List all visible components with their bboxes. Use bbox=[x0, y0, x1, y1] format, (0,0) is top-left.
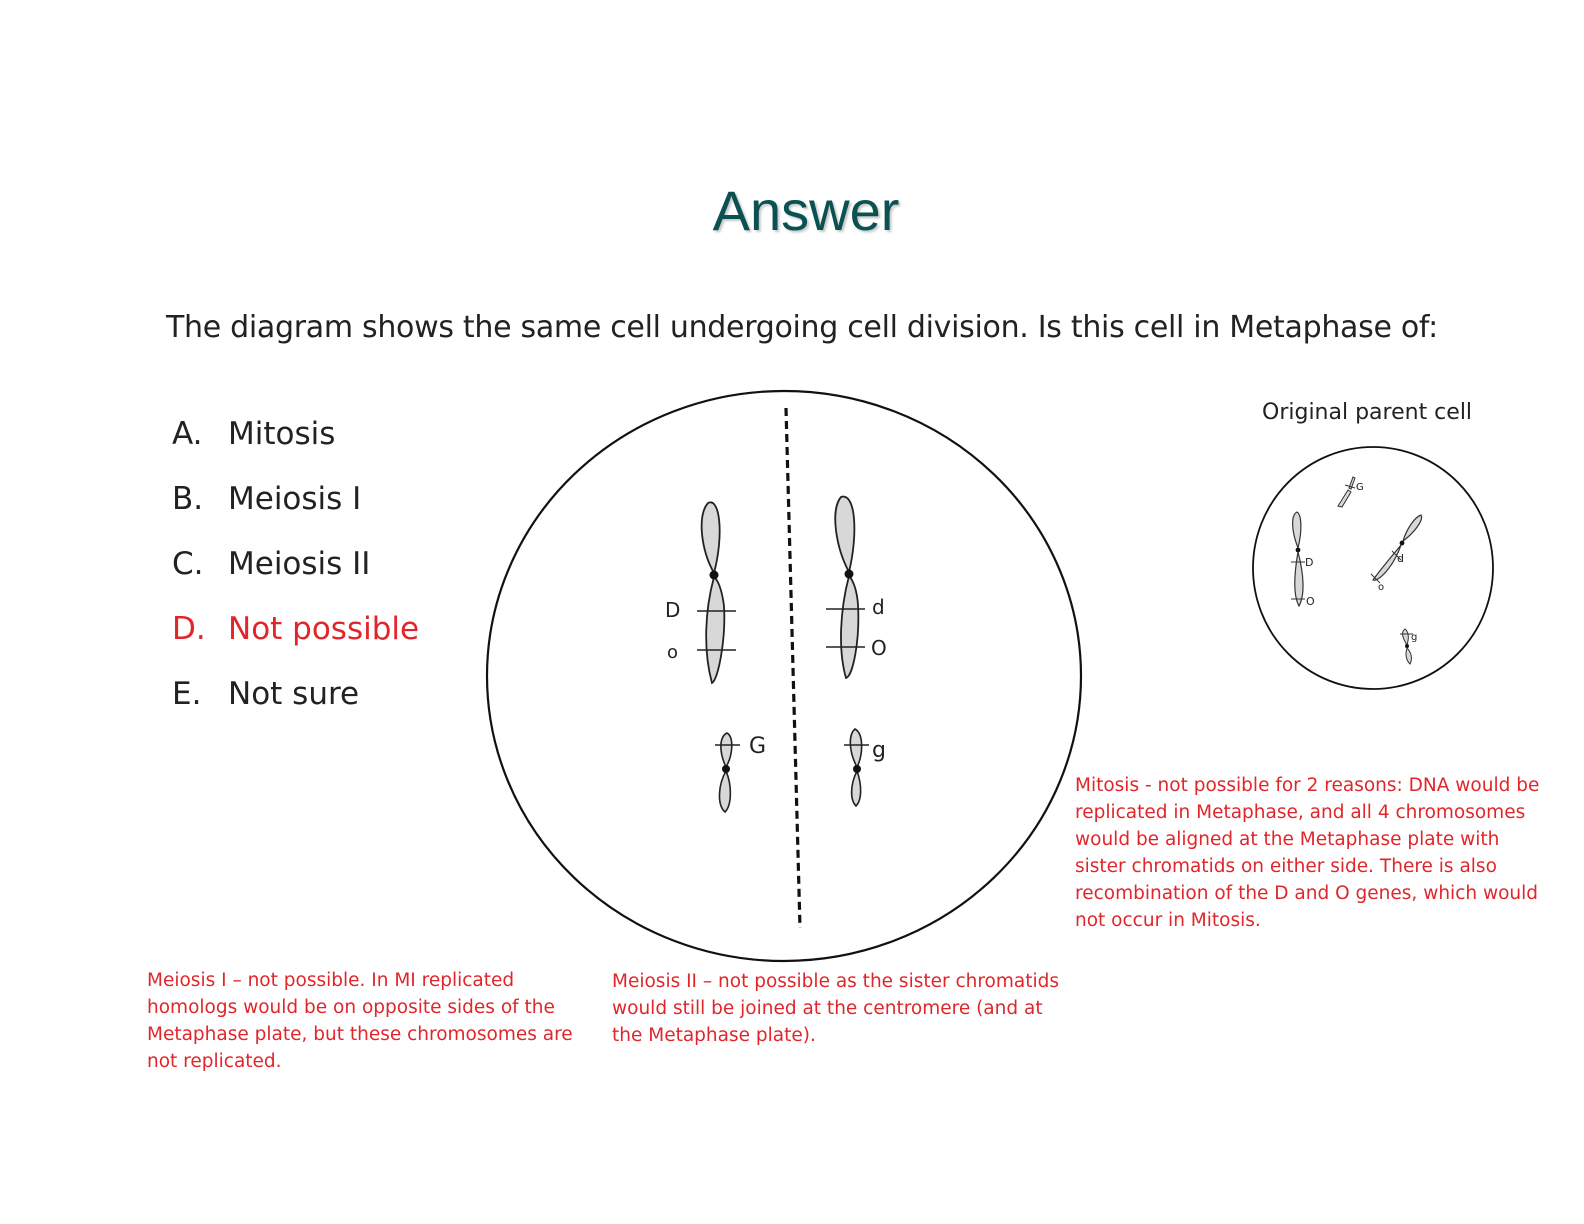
left-label-o: o bbox=[667, 642, 679, 663]
option-c[interactable]: C. Meiosis II bbox=[172, 546, 371, 582]
left-label-D: D bbox=[665, 598, 681, 622]
meiosis-i-explanation bbox=[147, 967, 587, 1075]
option-b-label: Meiosis I bbox=[228, 481, 362, 517]
right-label-O: O bbox=[871, 636, 887, 660]
option-b[interactable]: B. Meiosis I bbox=[172, 481, 362, 517]
mitosis-explanation bbox=[1075, 772, 1545, 934]
meiosis-i-note-head: Meiosis I bbox=[147, 970, 227, 991]
mitosis-note-body: - not possible for 2 reasons: DNA would be replicated in Metaphase, and all 4 chromosomes would be aligned at the Metaphase plate with sister chromatids on either side. There is also recombination of the D and O genes, which would not occur in Mitosis. bbox=[1075, 775, 1540, 931]
left-large-chromosome bbox=[697, 502, 736, 683]
option-d-label: Not possible bbox=[228, 611, 420, 647]
meiosis-ii-note-head: Meiosis II bbox=[612, 971, 698, 992]
meiosis-ii-explanation bbox=[612, 968, 1062, 1049]
option-c-label: Meiosis II bbox=[228, 546, 371, 582]
option-e-label: Not sure bbox=[228, 676, 360, 712]
meiosis-i-note-body: – not possible. In MI replicated homologs would be on opposite sides of the Metaphase plate, but these chromosomes are not replicated. bbox=[147, 970, 573, 1072]
parent-cell bbox=[1253, 447, 1493, 689]
option-d-correct[interactable]: D. Not possible bbox=[172, 611, 420, 647]
left-small-chromosome bbox=[715, 733, 740, 812]
right-label-g: g bbox=[872, 738, 886, 763]
option-a[interactable]: A. Mitosis bbox=[172, 416, 336, 452]
meiosis-ii-note-body: – not possible as the sister chromatids would still be joined at the centromere (and at the Metaphase plate). bbox=[612, 971, 1060, 1046]
parent-cell-label: Original parent cell bbox=[1262, 400, 1473, 425]
question-text: The diagram shows the same cell undergoing cell division. Is this cell in Metaphase of: bbox=[166, 310, 1438, 345]
option-a-label: Mitosis bbox=[228, 416, 336, 452]
main-cell-membrane bbox=[487, 391, 1081, 961]
right-large-chromosome bbox=[826, 497, 865, 678]
parent-label-d: d bbox=[1397, 552, 1404, 565]
option-e[interactable]: E. Not sure bbox=[172, 676, 360, 712]
left-label-G: G bbox=[749, 734, 767, 759]
slide-title: Answer bbox=[712, 179, 900, 242]
right-small-chromosome bbox=[844, 729, 869, 806]
parent-label-g: g bbox=[1411, 632, 1418, 643]
parent-label-D: D bbox=[1305, 556, 1314, 569]
parent-label-G: G bbox=[1356, 482, 1364, 493]
mitosis-note-head: Mitosis bbox=[1075, 775, 1140, 796]
metaphase-plate bbox=[786, 408, 800, 928]
right-label-d: d bbox=[872, 595, 885, 619]
parent-label-O: O bbox=[1306, 595, 1315, 608]
parent-label-o: o bbox=[1378, 582, 1385, 593]
